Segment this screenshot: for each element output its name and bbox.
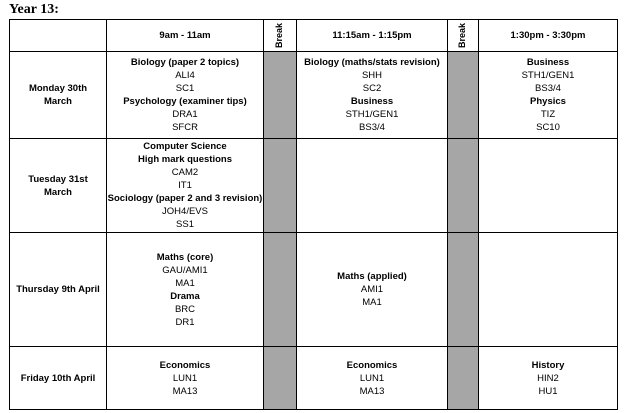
session-detail: DR1	[175, 316, 195, 328]
session-cell	[107, 347, 264, 410]
subject-title: Biology (paper 2 topics)	[130, 57, 240, 68]
session-detail: SHH	[361, 70, 383, 81]
session-detail: SC10	[536, 122, 560, 133]
session-detail: SFCR	[172, 122, 198, 133]
session-cell	[297, 139, 448, 233]
subject-title: Maths (applied)	[337, 271, 407, 282]
session-detail: MA1	[362, 297, 382, 308]
session-detail: STH1/GEN1	[521, 70, 575, 81]
break-header-1	[264, 20, 297, 52]
subject-title: Psychology (examiner tips)	[123, 96, 247, 107]
session-detail: BS3/4	[359, 122, 385, 133]
session-detail: JOH4/EVS	[162, 206, 208, 217]
session-detail: MA1	[175, 277, 195, 289]
day-label: Tuesday 31st	[28, 173, 88, 185]
subject-title: High mark questions	[138, 154, 232, 165]
session-detail: AMI1	[360, 284, 384, 295]
day-row-2	[10, 139, 618, 233]
day-label: Thursday 9th April	[16, 284, 100, 295]
break-cell	[448, 52, 479, 139]
slot-header-midday: 11:15am - 1:15pm	[297, 20, 448, 52]
session-detail: CAM2	[171, 167, 199, 178]
session-detail: LUN1	[359, 372, 385, 384]
day-row-1	[10, 52, 618, 139]
session-detail: ALI4	[175, 70, 195, 81]
session-cell	[297, 52, 448, 139]
break-cell	[264, 52, 297, 139]
session-detail: IT1	[178, 180, 192, 191]
session-detail: GAU/AMI1	[162, 264, 208, 276]
slot-header-morning: 9am - 11am	[107, 20, 264, 52]
subject-title: Sociology (paper 2 and 3 revision)	[107, 193, 263, 204]
session-detail: STH1/GEN1	[345, 109, 399, 120]
session-cell	[107, 139, 264, 233]
subject-title: Drama	[170, 290, 200, 302]
session-cell	[297, 233, 448, 347]
break-cell	[264, 139, 297, 233]
timetable	[9, 19, 618, 410]
session-cell	[107, 52, 264, 139]
session-detail: SC2	[362, 83, 382, 94]
subject-title: Business	[350, 96, 394, 107]
session-cell	[479, 52, 618, 139]
session-detail: SS1	[176, 219, 194, 230]
subject-title: Economics	[346, 359, 398, 371]
subject-title: Business	[526, 57, 570, 68]
day-cell	[10, 139, 107, 233]
subject-title: Economics	[159, 359, 211, 371]
session-detail: HU1	[538, 385, 558, 397]
break-label-2: Break	[457, 22, 468, 49]
session-cell	[479, 139, 618, 233]
subject-title: History	[531, 359, 565, 371]
break-cell	[448, 347, 479, 410]
corner-cell	[10, 20, 107, 52]
session-cell	[107, 233, 264, 347]
session-detail: MA13	[172, 385, 198, 397]
session-cell	[297, 347, 448, 410]
session-detail: SC1	[175, 83, 195, 94]
day-row-3	[10, 233, 618, 347]
subject-title: Computer Science	[143, 141, 227, 152]
session-detail: BS3/4	[535, 83, 561, 94]
session-detail: DRA1	[172, 109, 198, 120]
break-label-1: Break	[274, 22, 285, 49]
session-detail: TIZ	[540, 109, 556, 120]
session-detail: MA13	[359, 385, 385, 397]
break-cell	[264, 233, 297, 347]
subject-title: Physics	[530, 96, 566, 107]
break-header-2	[448, 20, 479, 52]
day-label-2: March	[44, 96, 72, 107]
session-detail: LUN1	[172, 372, 198, 384]
session-detail: HIN2	[537, 372, 559, 384]
session-detail: BRC	[174, 303, 196, 315]
session-cell	[479, 233, 618, 347]
session-cell	[479, 347, 618, 410]
day-label-2: March	[44, 186, 72, 198]
day-label: Monday 30th	[28, 83, 88, 94]
break-cell	[448, 233, 479, 347]
break-cell	[264, 347, 297, 410]
day-cell	[10, 52, 107, 139]
break-cell	[448, 139, 479, 233]
day-cell	[10, 233, 107, 347]
day-cell	[10, 347, 107, 410]
page-title: Year 13:	[9, 2, 59, 17]
subject-title: Biology (maths/stats revision)	[304, 57, 440, 68]
day-label: Friday 10th April	[20, 372, 96, 384]
subject-title: Maths (core)	[156, 251, 214, 263]
slot-header-afternoon: 1:30pm - 3:30pm	[479, 20, 618, 52]
header-row	[10, 20, 618, 52]
day-row-4	[10, 347, 618, 410]
